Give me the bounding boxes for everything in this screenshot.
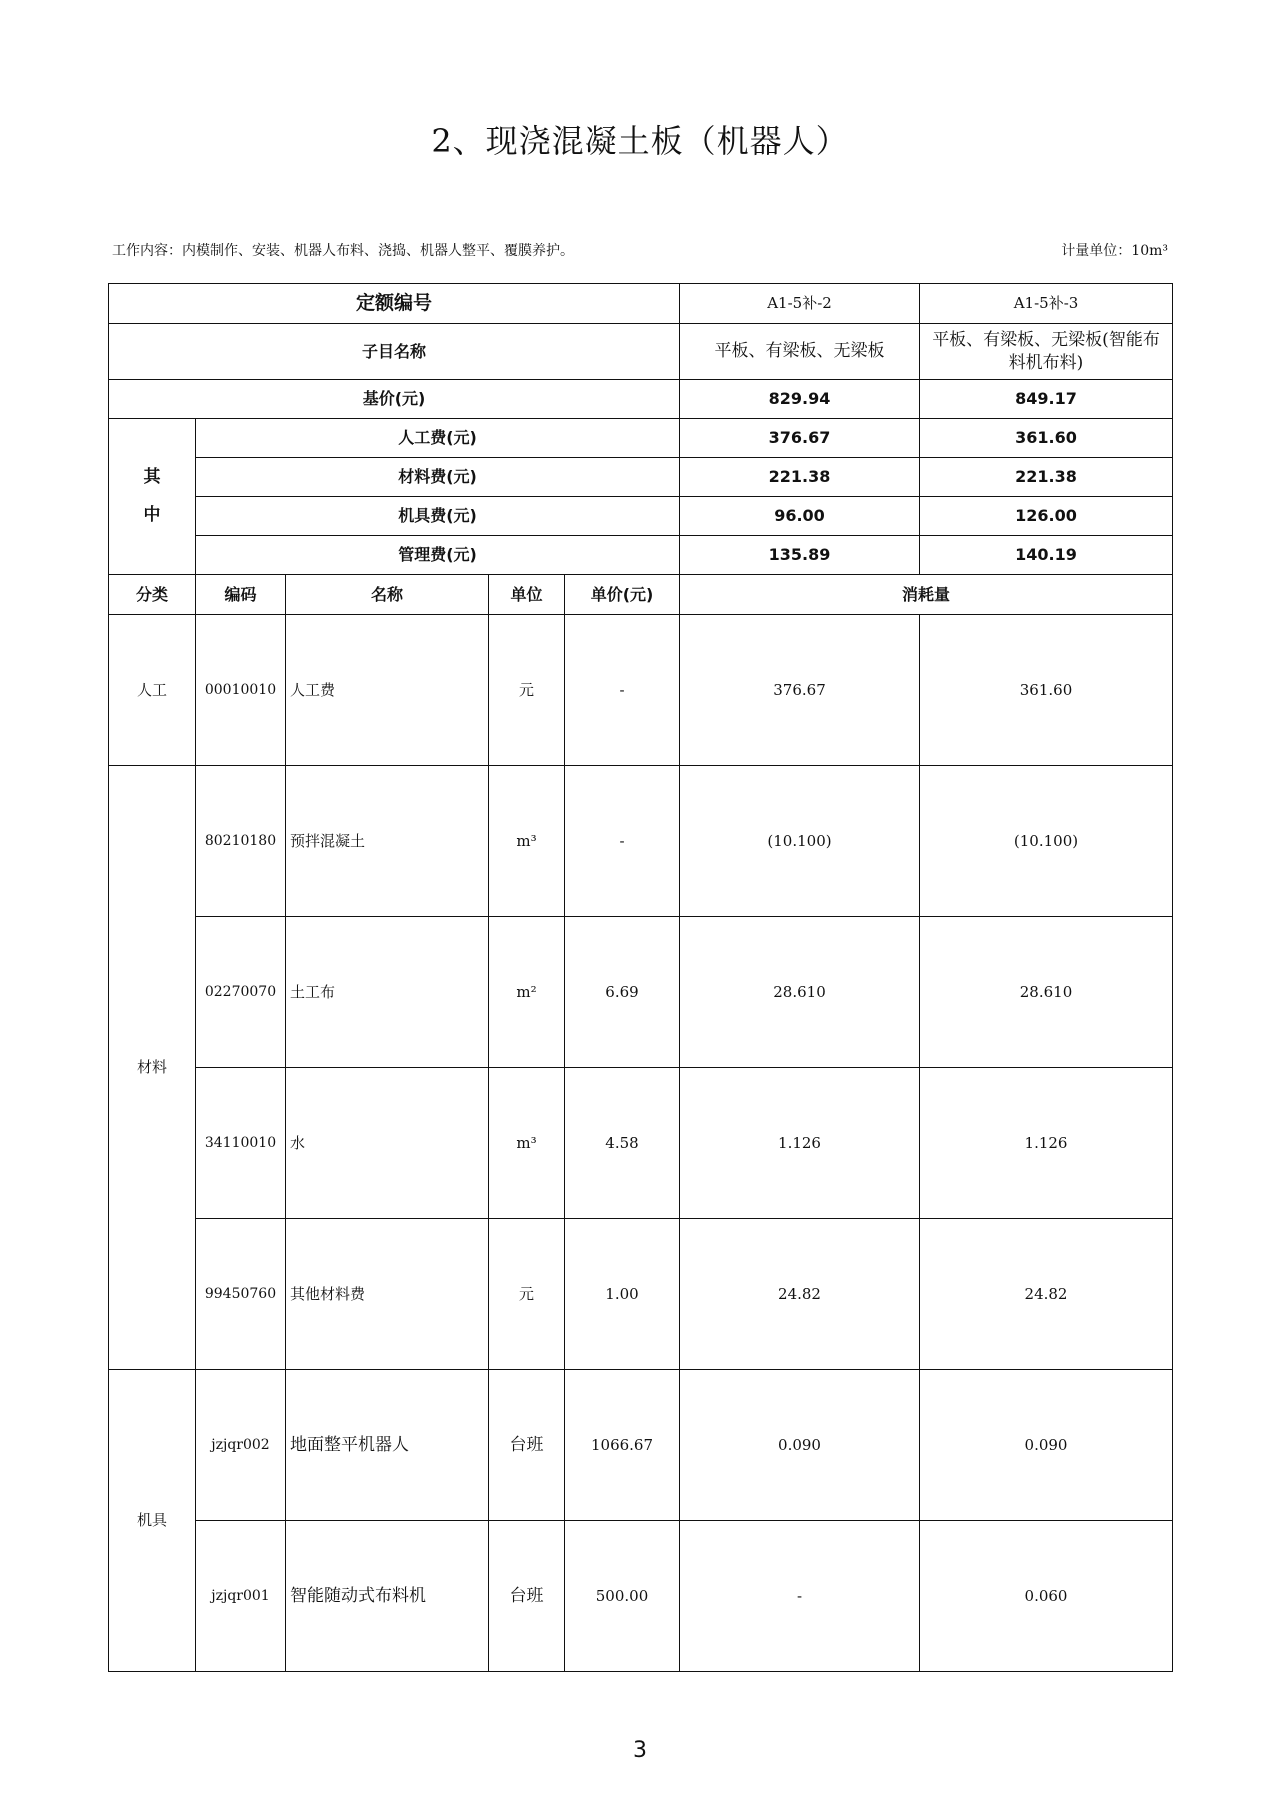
- cost-label: 管理费(元): [196, 536, 680, 575]
- item-price: 500.00: [565, 1521, 680, 1672]
- item-name: 地面整平机器人: [286, 1370, 489, 1521]
- work-content: 工作内容：内模制作、安装、机器人布料、浇捣、机器人整平、覆膜养护。: [112, 243, 574, 259]
- among-char-1: 其: [143, 467, 161, 488]
- item-code: jzjqr002: [196, 1370, 286, 1521]
- item-name: 智能随动式布料机: [286, 1521, 489, 1672]
- item-code: 34110010: [196, 1068, 286, 1219]
- item-unit: 元: [489, 1219, 565, 1370]
- among-label: [109, 419, 196, 575]
- item-code: 02270070: [196, 917, 286, 1068]
- category-material: 材料: [109, 766, 196, 1370]
- col-consumption: 消耗量: [680, 575, 1173, 615]
- item-unit: 元: [489, 615, 565, 766]
- item-code: 99450760: [196, 1219, 286, 1370]
- item-qty-2: 1.126: [920, 1068, 1173, 1219]
- cost-label: 材料费(元): [196, 458, 680, 497]
- item-qty-1: 1.126: [680, 1068, 920, 1219]
- cost-value: 221.38: [920, 458, 1173, 497]
- item-price: -: [565, 615, 680, 766]
- cost-row-material: [109, 458, 1173, 497]
- cost-row-labor: [109, 419, 1173, 458]
- item-price: 4.58: [565, 1068, 680, 1219]
- unit-label: 计量单位：10m³: [1061, 243, 1168, 259]
- cost-value: 376.67: [680, 419, 920, 458]
- base-price-1: 829.94: [680, 380, 920, 419]
- base-price-label: 基价(元): [109, 380, 680, 419]
- item-code: 80210180: [196, 766, 286, 917]
- col-name: 名称: [286, 575, 489, 615]
- table-row: [109, 1521, 1173, 1672]
- item-code: jzjqr001: [196, 1521, 286, 1672]
- quota-number-row: [109, 284, 1173, 324]
- table-row: [109, 766, 1173, 917]
- item-unit: m²: [489, 917, 565, 1068]
- cost-value: 126.00: [920, 497, 1173, 536]
- item-price: -: [565, 766, 680, 917]
- item-name: 人工费: [286, 615, 489, 766]
- item-qty-1: (10.100): [680, 766, 920, 917]
- item-name-2: 平板、有梁板、无梁板(智能布料机布料): [920, 324, 1173, 380]
- cost-value: 140.19: [920, 536, 1173, 575]
- category-labor: 人工: [109, 615, 196, 766]
- col-code: 编码: [196, 575, 286, 615]
- cost-value: 361.60: [920, 419, 1173, 458]
- item-price: 1.00: [565, 1219, 680, 1370]
- column-header-row: [109, 575, 1173, 615]
- cost-value: 135.89: [680, 536, 920, 575]
- item-qty-1: 376.67: [680, 615, 920, 766]
- among-char-2: 中: [143, 504, 161, 525]
- category-machine: 机具: [109, 1370, 196, 1672]
- item-name: 预拌混凝土: [286, 766, 489, 917]
- item-name: 其他材料费: [286, 1219, 489, 1370]
- page-title: 2、现浇混凝土板（机器人）: [431, 122, 849, 160]
- item-qty-2: 28.610: [920, 917, 1173, 1068]
- item-price: 6.69: [565, 917, 680, 1068]
- item-unit: m³: [489, 766, 565, 917]
- item-qty-2: 24.82: [920, 1219, 1173, 1370]
- item-qty-1: 0.090: [680, 1370, 920, 1521]
- cost-row-management: [109, 536, 1173, 575]
- item-qty-2: 0.090: [920, 1370, 1173, 1521]
- item-name-row: [109, 324, 1173, 380]
- item-qty-2: 0.060: [920, 1521, 1173, 1672]
- table-row: [109, 917, 1173, 1068]
- item-qty-2: (10.100): [920, 766, 1173, 917]
- col-unit-price: 单价(元): [565, 575, 680, 615]
- item-qty-1: 28.610: [680, 917, 920, 1068]
- item-name: 土工布: [286, 917, 489, 1068]
- item-qty-1: 24.82: [680, 1219, 920, 1370]
- table-row: [109, 1068, 1173, 1219]
- item-qty-1: -: [680, 1521, 920, 1672]
- cost-value: 96.00: [680, 497, 920, 536]
- item-unit: m³: [489, 1068, 565, 1219]
- item-name: 水: [286, 1068, 489, 1219]
- col-category: 分类: [109, 575, 196, 615]
- item-unit: 台班: [489, 1521, 565, 1672]
- quota-number-2: A1-5补-3: [920, 284, 1173, 324]
- table-row: [109, 1219, 1173, 1370]
- item-code: 00010010: [196, 615, 286, 766]
- cost-label: 人工费(元): [196, 419, 680, 458]
- quota-number-1: A1-5补-2: [680, 284, 920, 324]
- item-name-label: 子目名称: [109, 324, 680, 380]
- base-price-2: 849.17: [920, 380, 1173, 419]
- item-price: 1066.67: [565, 1370, 680, 1521]
- item-qty-2: 361.60: [920, 615, 1173, 766]
- quota-table: [108, 283, 1173, 1672]
- col-unit: 单位: [489, 575, 565, 615]
- cost-value: 221.38: [680, 458, 920, 497]
- item-name-1: 平板、有梁板、无梁板: [680, 324, 920, 380]
- cost-label: 机具费(元): [196, 497, 680, 536]
- quota-number-label: 定额编号: [109, 284, 680, 324]
- table-row: [109, 615, 1173, 766]
- cost-row-machine: [109, 497, 1173, 536]
- item-unit: 台班: [489, 1370, 565, 1521]
- page-number: 3: [633, 1738, 647, 1763]
- table-row: [109, 1370, 1173, 1521]
- base-price-row: [109, 380, 1173, 419]
